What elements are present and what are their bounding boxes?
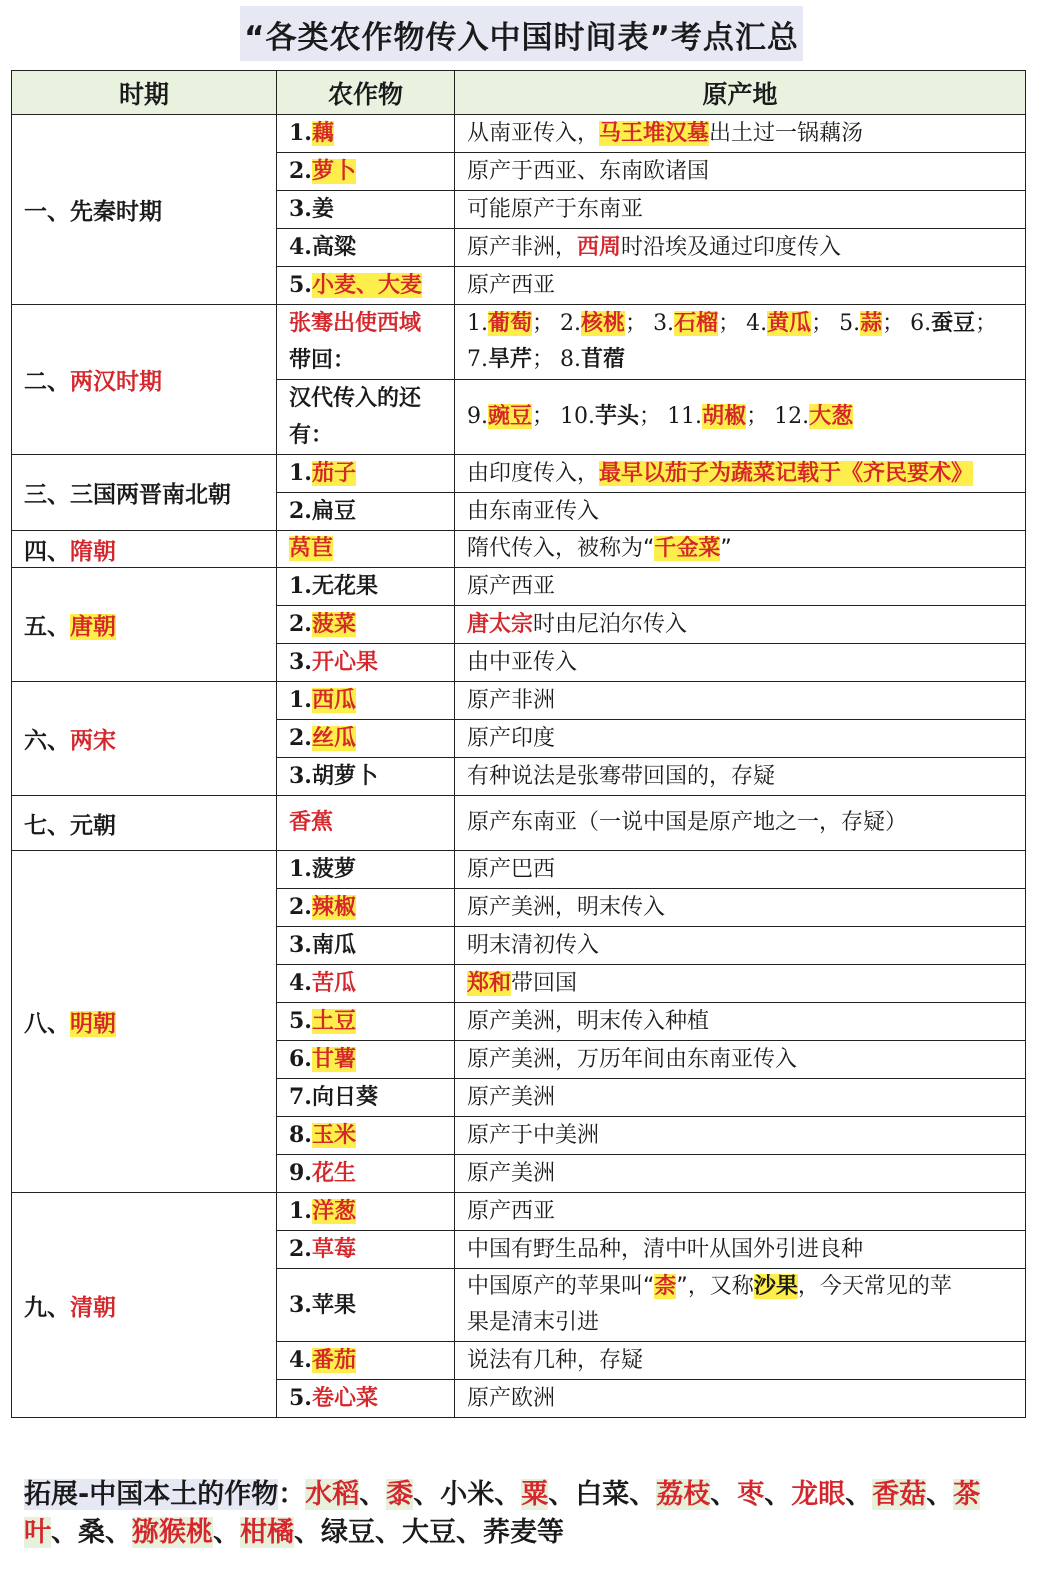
crop-cell: 5.卷心菜 (277, 1380, 455, 1418)
crop-cell: 1.西瓜 (277, 682, 455, 720)
crop-cell: 7.向日葵 (277, 1079, 455, 1117)
origin-cell: 隋代传入，被称为“千金菜” (455, 531, 1026, 568)
extension-item: 水稻 (305, 1479, 360, 1510)
item-separator: ； (532, 404, 555, 429)
origin-cell: 郑和带回国 (455, 965, 1026, 1003)
origin-cell: 原产于中美洲 (455, 1117, 1026, 1155)
item-separator: ； (975, 311, 998, 336)
crop-cell: 4.番茄 (277, 1342, 455, 1380)
extension-item: 、桑、 (51, 1517, 132, 1548)
origin-cell: 原产美洲，万历年间由东南亚传入 (455, 1041, 1026, 1079)
item-crop: 芋头 (595, 404, 640, 429)
crop-cell: 2.辣椒 (277, 889, 455, 927)
origin-cell: 有种说法是张骞带回国的，存疑 (455, 758, 1026, 796)
crop-cell: 1.茄子 (277, 455, 455, 493)
origin-cell: 原产西亚 (455, 568, 1026, 606)
item-number: 2. (560, 311, 582, 336)
item-number: 3. (653, 311, 675, 336)
item-separator: ； (639, 404, 662, 429)
extension-item: 茶叶 (24, 1479, 981, 1548)
item-number: 11. (667, 404, 703, 429)
table-row (12, 682, 1026, 720)
table-row (12, 305, 1026, 380)
item-separator: ； (718, 311, 741, 336)
table-row (12, 531, 1026, 568)
origin-cell: 原产非洲，西周时沿埃及通过印度传入 (455, 229, 1026, 267)
extension-item: 黍 (386, 1479, 414, 1510)
period-cell: 六、两宋 (12, 682, 277, 796)
header-origin: 原产地 (455, 71, 1026, 115)
header-crop: 农作物 (277, 71, 455, 115)
origin-cell: 原产东南亚（一说中国是原产地之一，存疑） (455, 796, 1026, 851)
extension-item: 香菇 (872, 1479, 927, 1510)
origin-cell: 原产美洲，明末传入种植 (455, 1003, 1026, 1041)
crop-cell: 3.南瓜 (277, 927, 455, 965)
table-row (12, 115, 1026, 153)
item-crop: 黄瓜 (767, 311, 812, 336)
crop-cell: 香蕉 (277, 796, 455, 851)
crop-cell: 1.藕 (277, 115, 455, 153)
extension-item: 、 (926, 1479, 954, 1510)
crop-cell: 3.胡萝卜 (277, 758, 455, 796)
table-row (12, 1193, 1026, 1231)
origin-cell: 原产美洲，明末传入 (455, 889, 1026, 927)
origin-cell: 原产美洲 (455, 1155, 1026, 1193)
extension-item: 柑橘 (240, 1517, 294, 1548)
extension-item: 猕猴桃 (132, 1517, 213, 1548)
crop-cell: 9.花生 (277, 1155, 455, 1193)
period-cell: 五、唐朝 (12, 568, 277, 682)
origin-cell: 由印度传入，最早以茄子为蔬菜记载于《齐民要术》 (455, 455, 1026, 493)
origin-cell: 原产印度 (455, 720, 1026, 758)
crop-cell: 2.萝卜 (277, 153, 455, 191)
item-number: 7. (467, 347, 488, 372)
extension-native-crops: 拓展-中国本土的作物：水稻、黍、小米、粟、白菜、荔枝、枣、龙眼、香菇、茶叶、桑、猕猴桃、柑橘、绿豆、大豆、荞麦等 (24, 1479, 981, 1548)
table-header (12, 71, 1026, 115)
item-number: 1. (467, 311, 488, 336)
item-crop: 葡萄 (488, 311, 533, 336)
extension-label: 拓展-中国本土的作物 (24, 1479, 279, 1510)
period-cell: 九、清朝 (12, 1193, 277, 1418)
item-number: 8. (560, 347, 582, 372)
crop-cell: 汉代传入的还 有： (277, 380, 455, 455)
extension-item: 、 (359, 1479, 387, 1510)
origin-cell: 中国原产的苹果叫“柰”，又称沙果，今天常见的苹 果是清末引进 (455, 1269, 1026, 1342)
item-number: 12. (774, 404, 810, 429)
extension-item: 、 (764, 1479, 792, 1510)
origin-cell (455, 380, 1026, 455)
origin-cell: 可能原产于东南亚 (455, 191, 1026, 229)
crop-cell: 4.苦瓜 (277, 965, 455, 1003)
item-crop: 苜蓿 (581, 347, 626, 372)
origin-cell: 从南亚传入，马王堆汉墓出土过一锅藕汤 (455, 115, 1026, 153)
crop-cell: 5.土豆 (277, 1003, 455, 1041)
extension-item: 荔枝 (656, 1479, 711, 1510)
item-crop: 蒜 (860, 311, 883, 336)
crop-cell: 1.无花果 (277, 568, 455, 606)
origin-cell: 原产西亚 (455, 267, 1026, 305)
extension-item: 粟 (521, 1479, 549, 1510)
crop-cell: 2.丝瓜 (277, 720, 455, 758)
period-cell: 七、元朝 (12, 796, 277, 851)
table-row (12, 851, 1026, 889)
extension-item: 、 (213, 1517, 240, 1548)
crop-timeline-table (11, 70, 1026, 1418)
item-crop: 核桃 (581, 311, 626, 336)
item-separator: ； (882, 311, 905, 336)
item-separator: ； (625, 311, 648, 336)
origin-cell: 唐太宗时由尼泊尔传入 (455, 606, 1026, 644)
period-cell: 一、先秦时期 (12, 115, 277, 305)
item-separator: ； (532, 311, 555, 336)
item-separator: ； (746, 404, 769, 429)
extension-item: 枣 (737, 1479, 765, 1510)
item-crop: 蚕豆 (931, 311, 976, 336)
crop-cell: 2.菠菜 (277, 606, 455, 644)
origin-cell: 原产于西亚、东南欧诸国 (455, 153, 1026, 191)
crop-cell: 2.扁豆 (277, 493, 455, 531)
origin-cell: 由东南亚传入 (455, 493, 1026, 531)
table-row (12, 455, 1026, 493)
crop-cell: 5.小麦、大麦 (277, 267, 455, 305)
item-crop: 胡椒 (702, 404, 747, 429)
origin-cell: 原产非洲 (455, 682, 1026, 720)
period-cell: 八、明朝 (12, 851, 277, 1193)
item-crop: 旱芹 (488, 347, 533, 372)
item-crop: 豌豆 (488, 404, 533, 429)
crop-cell: 莴苣 (277, 531, 455, 568)
item-number: 6. (910, 311, 932, 336)
origin-cell: 说法有几种，存疑 (455, 1342, 1026, 1380)
extension-item: 龙眼 (791, 1479, 846, 1510)
item-number: 9. (467, 404, 488, 429)
period-cell: 四、隋朝 (12, 531, 277, 568)
extension-item: 、 (710, 1479, 738, 1510)
crop-cell: 4.高粱 (277, 229, 455, 267)
period-cell: 二、两汉时期 (12, 305, 277, 455)
crop-cell: 8.玉米 (277, 1117, 455, 1155)
crop-cell: 3.姜 (277, 191, 455, 229)
item-number: 10. (560, 404, 596, 429)
crop-cell: 张骞出使西域 带回： (277, 305, 455, 380)
crop-cell: 3.开心果 (277, 644, 455, 682)
item-crop: 石榴 (674, 311, 719, 336)
item-crop: 大葱 (809, 404, 854, 429)
header-period: 时期 (12, 71, 277, 115)
table-row (12, 568, 1026, 606)
origin-cell: 原产欧洲 (455, 1380, 1026, 1418)
crop-cell: 6.甘薯 (277, 1041, 455, 1079)
extension-item: 、绿豆、大豆、荞麦等 (294, 1517, 564, 1548)
item-separator: ； (532, 347, 555, 372)
item-number: 4. (746, 311, 768, 336)
extension-item: 、小米、 (413, 1479, 522, 1510)
origin-cell: 原产西亚 (455, 1193, 1026, 1231)
item-separator: ； (811, 311, 834, 336)
crop-cell: 2.草莓 (277, 1231, 455, 1269)
page-title: “各类农作物传入中国时间表”考点汇总 (240, 6, 803, 61)
crop-cell: 1.洋葱 (277, 1193, 455, 1231)
origin-cell: 原产巴西 (455, 851, 1026, 889)
origin-cell (455, 305, 1026, 380)
origin-cell: 由中亚传入 (455, 644, 1026, 682)
extension-item: 、白菜、 (548, 1479, 657, 1510)
table-row (12, 796, 1026, 851)
crop-cell: 3.苹果 (277, 1269, 455, 1342)
origin-cell: 中国有野生品种，清中叶从国外引进良种 (455, 1231, 1026, 1269)
origin-cell: 原产美洲 (455, 1079, 1026, 1117)
crop-cell: 1.菠萝 (277, 851, 455, 889)
origin-cell: 明末清初传入 (455, 927, 1026, 965)
extension-item: 、 (845, 1479, 873, 1510)
item-number: 5. (839, 311, 861, 336)
period-cell: 三、三国两晋南北朝 (12, 455, 277, 531)
